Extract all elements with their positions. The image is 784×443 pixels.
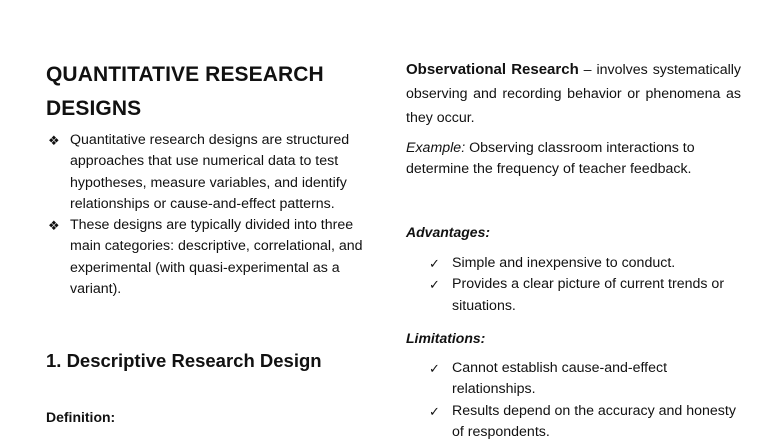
advantage-text: Provides a clear picture of current trends or situations.	[452, 276, 725, 314]
advantages-list	[428, 253, 748, 317]
left-column	[46, 58, 376, 300]
bullet-text: These designs are typically divided into three main categories: descriptive, correlational, and experimental (with quasi-experimental as a variant).	[70, 217, 363, 298]
list-item	[428, 358, 748, 401]
intro-bullet-list	[46, 130, 376, 300]
limitation-text: Results depend on the accuracy and honesty of respondents.	[452, 402, 736, 440]
example-label: Example:	[406, 140, 466, 156]
limitation-text: Cannot establish cause-and-effect relationships.	[452, 360, 668, 398]
checkmark-icon: ✓	[429, 277, 440, 293]
example-paragraph	[406, 138, 741, 180]
page-title: QUANTITATIVE RESEARCH DESIGNS	[46, 63, 324, 120]
limitations-label: Limitations:	[406, 330, 486, 346]
list-item	[46, 130, 376, 215]
list-item	[428, 401, 748, 443]
checkmark-icon: ✓	[429, 256, 440, 271]
limitations-list	[428, 358, 748, 443]
list-item	[428, 253, 748, 274]
advantages-label: Advantages:	[406, 224, 491, 240]
right-column	[406, 58, 741, 180]
checkmark-icon: ✓	[429, 361, 440, 376]
diamond-bullet-icon: ❖	[48, 133, 60, 148]
bullet-text: Quantitative research designs are structured approaches that use numerical data to test hypotheses, measure variables, and identify relationships or cause-and-effect patterns.	[70, 132, 350, 212]
observational-research-paragraph	[406, 58, 741, 130]
diamond-bullet-icon: ❖	[48, 218, 60, 234]
term-heading: Observational Research	[406, 61, 579, 78]
list-item	[428, 274, 748, 317]
definition-label: Definition:	[46, 409, 116, 425]
term-description: – involves systematically observing and recording behavior or phenomena as they occur.	[406, 62, 741, 126]
list-item	[46, 215, 376, 300]
section-title: 1. Descriptive Research Design	[46, 350, 322, 371]
advantage-text: Simple and inexpensive to conduct.	[452, 255, 676, 271]
checkmark-icon: ✓	[429, 403, 440, 419]
example-text: Observing classroom interactions to determine the frequency of teacher feedback.	[406, 140, 695, 177]
